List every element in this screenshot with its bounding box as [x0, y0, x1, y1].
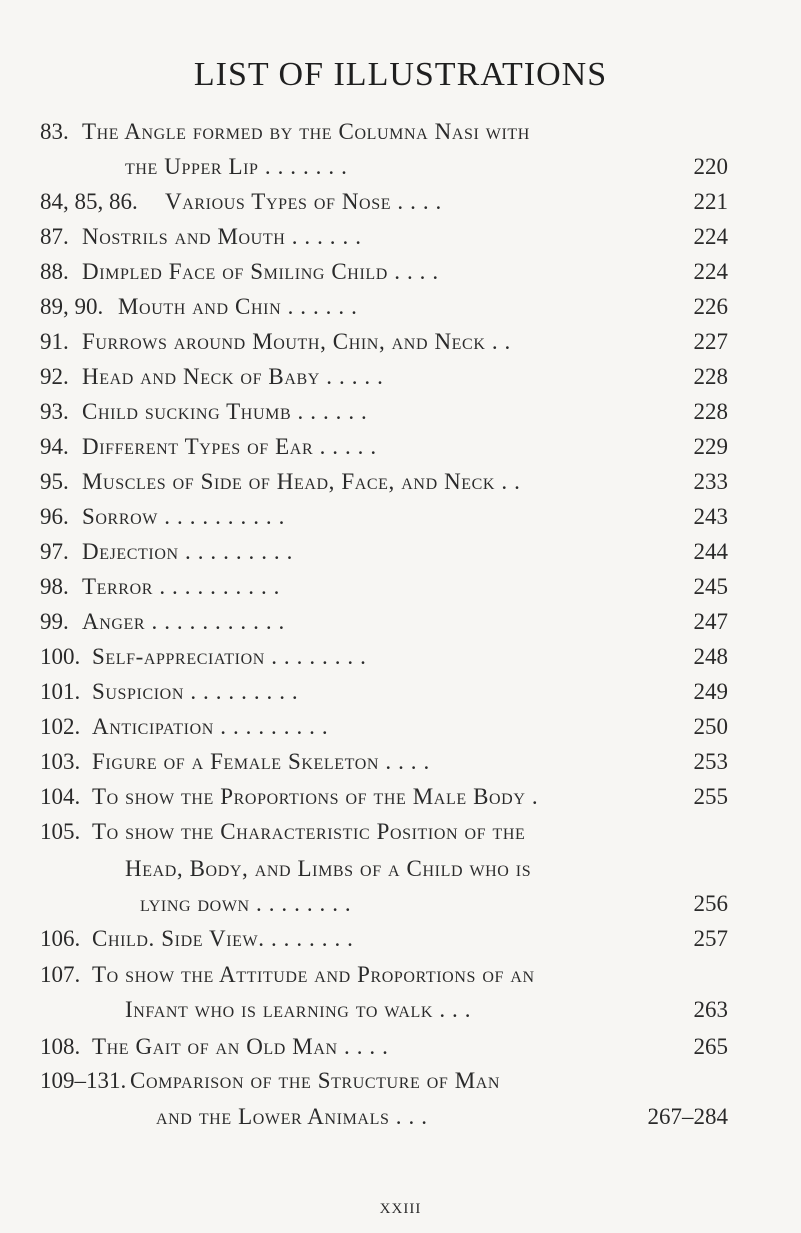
entry-page: 253: [693, 749, 728, 774]
entry-title: To show the Attitude and Proportions of an: [92, 962, 535, 987]
entry-page: 255: [693, 784, 728, 809]
list-item: [0, 1030, 801, 1064]
entry-title: Furrows around Mouth, Chin, and Neck . .: [82, 329, 511, 354]
entry-page: 233: [693, 469, 728, 494]
list-item: [0, 640, 801, 674]
list-item: [0, 115, 801, 149]
list-item: [0, 150, 801, 184]
list-item: [0, 325, 801, 359]
entry-title: Dimpled Face of Smiling Child . . . .: [82, 259, 439, 284]
entry-title: Infant who is learning to walk . . .: [125, 997, 472, 1022]
entry-number: 95.: [40, 469, 69, 494]
entry-page: 224: [693, 259, 728, 284]
list-item: [0, 958, 801, 992]
list-item: [0, 815, 801, 849]
entry-page: 248: [693, 644, 728, 669]
list-item: [0, 1064, 801, 1098]
entry-title: Suspicion . . . . . . . . .: [92, 679, 299, 704]
entry-number: 93.: [40, 399, 69, 424]
list-item: [0, 605, 801, 639]
entry-number: 103.: [40, 749, 81, 774]
entry-page: 245: [693, 574, 728, 599]
list-item: [0, 570, 801, 604]
entry-page: 229: [693, 434, 728, 459]
entry-title: Figure of a Female Skeleton . . . .: [92, 749, 430, 774]
entry-title: Different Types of Ear . . . . .: [82, 434, 377, 459]
list-item: [0, 993, 801, 1027]
entry-page: 221: [693, 189, 728, 214]
entry-title: Various Types of Nose . . . .: [165, 189, 442, 214]
page-title: LIST OF ILLUSTRATIONS: [193, 56, 608, 93]
list-item: [0, 185, 801, 219]
entry-title: Terror . . . . . . . . . .: [82, 574, 280, 599]
entry-number: 91.: [40, 329, 69, 354]
entry-title: Comparison of the Structure of Man: [130, 1068, 501, 1093]
entry-number: 83.: [40, 119, 69, 144]
list-item: [0, 430, 801, 464]
list-item: [0, 780, 801, 814]
entry-number: 108.: [40, 1034, 81, 1059]
entry-number: 107.: [40, 962, 81, 987]
list-item: [0, 887, 801, 921]
list-item: [0, 852, 801, 886]
entry-number: 98.: [40, 574, 69, 599]
list-item: [0, 395, 801, 429]
list-item: [0, 710, 801, 744]
entry-title: The Angle formed by the Columna Nasi with: [82, 119, 530, 144]
entry-page: 227: [693, 329, 728, 354]
entry-title: Nostrils and Mouth . . . . . .: [82, 224, 362, 249]
list-item: [0, 675, 801, 709]
entry-title: Head, Body, and Limbs of a Child who is: [125, 856, 532, 881]
entry-number: 97.: [40, 539, 69, 564]
entry-title: Mouth and Chin . . . . . .: [118, 294, 358, 319]
entry-title: Dejection . . . . . . . . .: [82, 539, 293, 564]
entry-number: 99.: [40, 609, 69, 634]
entry-number: 94.: [40, 434, 69, 459]
entry-title: The Gait of an Old Man . . . .: [92, 1034, 389, 1059]
entry-title: Child sucking Thumb . . . . . .: [82, 399, 368, 424]
list-item: [0, 290, 801, 324]
entry-page: 228: [693, 399, 728, 424]
entry-title: Sorrow . . . . . . . . . .: [82, 504, 285, 529]
entry-number: 105.: [40, 819, 81, 844]
entry-title: To show the Proportions of the Male Body .: [92, 784, 539, 809]
entry-number: 102.: [40, 714, 81, 739]
entry-number: 84, 85, 86.: [40, 189, 138, 214]
entry-page: 257: [693, 926, 728, 951]
list-item: [0, 535, 801, 569]
entry-title: Anger . . . . . . . . . . .: [82, 609, 285, 634]
entry-title: Muscles of Side of Head, Face, and Neck . .: [82, 469, 521, 494]
list-item: [0, 922, 801, 956]
entry-page: 250: [693, 714, 728, 739]
entry-number: 106.: [40, 926, 81, 951]
entry-page: 256: [693, 891, 728, 916]
entry-page: 247: [693, 609, 728, 634]
list-item: [0, 220, 801, 254]
page-number: xxiii: [379, 1193, 422, 1218]
entry-page: 228: [693, 364, 728, 389]
entry-number: 104.: [40, 784, 81, 809]
list-item: [0, 465, 801, 499]
entry-number: 101.: [40, 679, 81, 704]
list-item: [0, 745, 801, 779]
entry-page: 224: [693, 224, 728, 249]
entry-number: 92.: [40, 364, 69, 389]
entry-number: 109–131.: [40, 1068, 127, 1093]
entry-title: To show the Characteristic Position of the: [92, 819, 526, 844]
entry-page: 243: [693, 504, 728, 529]
list-item: [0, 1100, 801, 1134]
list-item: [0, 360, 801, 394]
entry-page: 267–284: [647, 1104, 728, 1129]
entry-title: lying down . . . . . . . .: [140, 891, 352, 916]
entry-page: 265: [693, 1034, 728, 1059]
entry-number: 96.: [40, 504, 69, 529]
entry-title: Self-appreciation . . . . . . . .: [92, 644, 367, 669]
entry-page: 226: [693, 294, 728, 319]
entry-title: the Upper Lip . . . . . . .: [125, 154, 348, 179]
entry-title: and the Lower Animals . . .: [156, 1104, 428, 1129]
entry-title: Anticipation . . . . . . . . .: [92, 714, 329, 739]
entry-number: 88.: [40, 259, 69, 284]
entry-page: 263: [693, 997, 728, 1022]
entry-title: Child. Side View. . . . . . . .: [92, 926, 354, 951]
list-item: [0, 255, 801, 289]
entry-page: 220: [693, 154, 728, 179]
entry-title: Head and Neck of Baby . . . . .: [82, 364, 384, 389]
list-item: [0, 500, 801, 534]
entry-page: 249: [693, 679, 728, 704]
entry-page: 244: [693, 539, 728, 564]
entry-number: 89, 90.: [40, 294, 104, 319]
entry-number: 100.: [40, 644, 81, 669]
entry-number: 87.: [40, 224, 69, 249]
